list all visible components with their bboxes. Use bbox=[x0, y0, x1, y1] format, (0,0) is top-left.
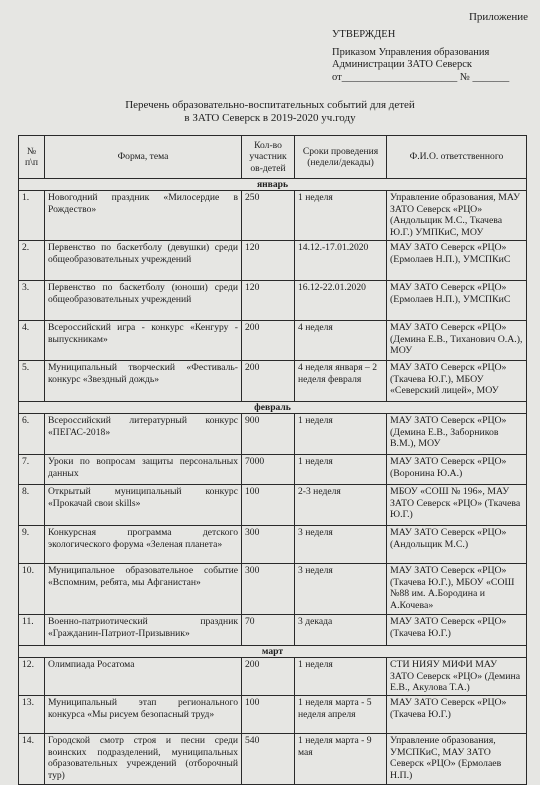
cell-num: 6. bbox=[19, 414, 45, 455]
cell-form: Конкурсная программа детского экологического форума «Зеленая планета» bbox=[45, 526, 242, 564]
cell-dates: 1 неделя bbox=[295, 658, 387, 696]
approval-line: Администрации ЗАТО Северск bbox=[332, 59, 472, 70]
month-row bbox=[19, 402, 527, 414]
cell-num: 5. bbox=[19, 361, 45, 402]
cell-responsible: МАУ ЗАТО Северск «РЦО» (Демина Е.В., Тиханович О.А.), МОУ bbox=[387, 321, 527, 361]
approval-line: от______________________ № _______ bbox=[332, 71, 510, 83]
table-row bbox=[19, 241, 527, 281]
cell-count: 70 bbox=[242, 615, 295, 646]
table-row bbox=[19, 485, 527, 526]
cell-num: 8. bbox=[19, 485, 45, 526]
table-row bbox=[19, 281, 527, 321]
cell-responsible: МБОУ «СОШ № 196», МАУ ЗАТО Северск «РЦО» (Ткачева Ю.Г.) bbox=[387, 485, 527, 526]
cell-responsible: СТИ НИЯУ МИФИ МАУ ЗАТО Северск «РЦО» (Демина Е.В., Акулова Т.А.) bbox=[387, 658, 527, 696]
cell-dates: 3 неделя bbox=[295, 564, 387, 615]
cell-count: 200 bbox=[242, 361, 295, 402]
cell-dates: 4 неделя bbox=[295, 321, 387, 361]
cell-responsible: МАУ ЗАТО Северск «РЦО» (Ткачева Ю.Г.) bbox=[387, 615, 527, 646]
cell-num: 4. bbox=[19, 321, 45, 361]
table-row bbox=[19, 526, 527, 564]
table-body bbox=[19, 179, 527, 785]
cell-responsible: МАУ ЗАТО Северск «РЦО» (Демина Е.В., Заборников В.М.), МОУ bbox=[387, 414, 527, 455]
cell-num: 3. bbox=[19, 281, 45, 321]
approval-block bbox=[332, 29, 509, 84]
cell-dates: 4 неделя января – 2 неделя февраля bbox=[295, 361, 387, 402]
table-row bbox=[19, 658, 527, 696]
cell-num: 1. bbox=[19, 191, 45, 241]
table-header-row bbox=[19, 136, 527, 179]
month-row bbox=[19, 179, 527, 191]
cell-form: Муниципальный этап регионального конкурса «Мы рисуем безопасный труд» bbox=[45, 696, 242, 734]
cell-num: 13. bbox=[19, 696, 45, 734]
header-num: № п\п bbox=[19, 136, 45, 179]
cell-form: Олимпиада Росатома bbox=[45, 658, 242, 696]
cell-count: 120 bbox=[242, 281, 295, 321]
approval-title: УТВЕРЖДЕН bbox=[332, 29, 396, 40]
cell-responsible: МАУ ЗАТО Северск «РЦО» (Ермолаев Н.П.), УМСПКиС bbox=[387, 281, 527, 321]
cell-dates: 1 неделя bbox=[295, 414, 387, 455]
cell-num: 10. bbox=[19, 564, 45, 615]
month-row bbox=[19, 646, 527, 658]
cell-count: 900 bbox=[242, 414, 295, 455]
cell-form: Первенство по баскетболу (юноши) среди общеобразовательных учреждений bbox=[45, 281, 242, 321]
cell-form: Первенство по баскетболу (девушки) среди общеобразовательных учреждений bbox=[45, 241, 242, 281]
table-row bbox=[19, 191, 527, 241]
cell-dates: 3 неделя bbox=[295, 526, 387, 564]
cell-form: Городской смотр строя и песни среди воинских подразделений, муниципальных образовательных учреждений (отборочный тур) bbox=[45, 734, 242, 785]
appendix-label: Приложение bbox=[468, 11, 528, 23]
cell-num: 14. bbox=[19, 734, 45, 785]
header-count: Кол-во участник ов-детей bbox=[242, 136, 295, 179]
cell-responsible: МАУ ЗАТО Северск «РЦО» (Воронина Ю.А.) bbox=[387, 455, 527, 485]
cell-count: 200 bbox=[242, 658, 295, 696]
cell-count: 7000 bbox=[242, 455, 295, 485]
cell-dates: 3 декада bbox=[295, 615, 387, 646]
table-row bbox=[19, 321, 527, 361]
header-form: Форма, тема bbox=[45, 136, 242, 179]
cell-dates: 14.12.-17.01.2020 bbox=[295, 241, 387, 281]
cell-count: 250 bbox=[242, 191, 295, 241]
table-row bbox=[19, 734, 527, 785]
table-row bbox=[19, 564, 527, 615]
cell-dates: 2-3 неделя bbox=[295, 485, 387, 526]
table-row bbox=[19, 361, 527, 402]
cell-dates: 1 неделя марта - 5 неделя апреля bbox=[295, 696, 387, 734]
cell-form: Муниципальное образовательное событие «Вспомним, ребята, мы Афганистан» bbox=[45, 564, 242, 615]
table-row bbox=[19, 455, 527, 485]
cell-count: 100 bbox=[242, 485, 295, 526]
cell-responsible: МАУ ЗАТО Северск «РЦО» (Ткачева Ю.Г.) bbox=[387, 696, 527, 734]
header-responsible: Ф.И.О. ответственного bbox=[387, 136, 527, 179]
cell-count: 100 bbox=[242, 696, 295, 734]
cell-dates: 16.12-22.01.2020 bbox=[295, 281, 387, 321]
cell-num: 11. bbox=[19, 615, 45, 646]
cell-num: 9. bbox=[19, 526, 45, 564]
month-label: февраль bbox=[19, 402, 527, 414]
cell-responsible: МАУ ЗАТО Северск «РЦО» (Ермолаев Н.П.), УМСПКиС bbox=[387, 241, 527, 281]
cell-dates: 1 неделя марта - 9 мая bbox=[295, 734, 387, 785]
document-title bbox=[0, 99, 540, 125]
cell-form: Открытый муниципальный конкурс «Прокачай свои skills» bbox=[45, 485, 242, 526]
cell-num: 2. bbox=[19, 241, 45, 281]
month-label: январь bbox=[19, 179, 527, 191]
cell-form: Военно-патриотический праздник «Гражданин-Патриот-Призывник» bbox=[45, 615, 242, 646]
table-row bbox=[19, 615, 527, 646]
events-table bbox=[18, 135, 527, 785]
cell-form: Новогодний праздник «Милосердие в Рождество» bbox=[45, 191, 242, 241]
month-label: март bbox=[19, 646, 527, 658]
cell-form: Уроки по вопросам защиты персональных данных bbox=[45, 455, 242, 485]
cell-responsible: МАУ ЗАТО Северск «РЦО» (Ткачева Ю.Г.), МБОУ «Северский лицей», МОУ bbox=[387, 361, 527, 402]
cell-responsible: Управление образования, УМСПКиС, МАУ ЗАТО Северск «РЦО» (Ермолаев Н.П.) bbox=[387, 734, 527, 785]
title-line: в ЗАТО Северск в 2019-2020 уч.году bbox=[184, 112, 356, 124]
approval-line: Приказом Управления образования bbox=[332, 46, 490, 58]
cell-form: Всероссийский игра - конкурс «Кенгуру - выпускникам» bbox=[45, 321, 242, 361]
table-row bbox=[19, 414, 527, 455]
cell-responsible: МАУ ЗАТО Северск «РЦО» (Андольщик М.С.) bbox=[387, 526, 527, 564]
cell-dates: 1 неделя bbox=[295, 191, 387, 241]
cell-count: 300 bbox=[242, 526, 295, 564]
cell-count: 200 bbox=[242, 321, 295, 361]
cell-dates: 1 неделя bbox=[295, 455, 387, 485]
cell-form: Всероссийский литературный конкурс «ПЕГАС-2018» bbox=[45, 414, 242, 455]
title-line: Перечень образовательно-воспитательных событий для детей bbox=[125, 99, 415, 111]
cell-count: 120 bbox=[242, 241, 295, 281]
cell-responsible: Управление образования, МАУ ЗАТО Северск «РЦО» (Андольщик М.С., Ткачева Ю.Г.) УМПКиС, МОУ bbox=[387, 191, 527, 241]
cell-num: 12. bbox=[19, 658, 45, 696]
table-row bbox=[19, 696, 527, 734]
cell-num: 7. bbox=[19, 455, 45, 485]
cell-form: Муниципальный творческий «Фестиваль-конкурс «Звездный дождь» bbox=[45, 361, 242, 402]
cell-responsible: МАУ ЗАТО Северск «РЦО» (Ткачева Ю.Г.), МБОУ «СОШ №88 им. А.Бородина и А.Кочева» bbox=[387, 564, 527, 615]
header-dates: Сроки проведения (недели/декады) bbox=[295, 136, 387, 179]
cell-count: 300 bbox=[242, 564, 295, 615]
cell-count: 540 bbox=[242, 734, 295, 785]
